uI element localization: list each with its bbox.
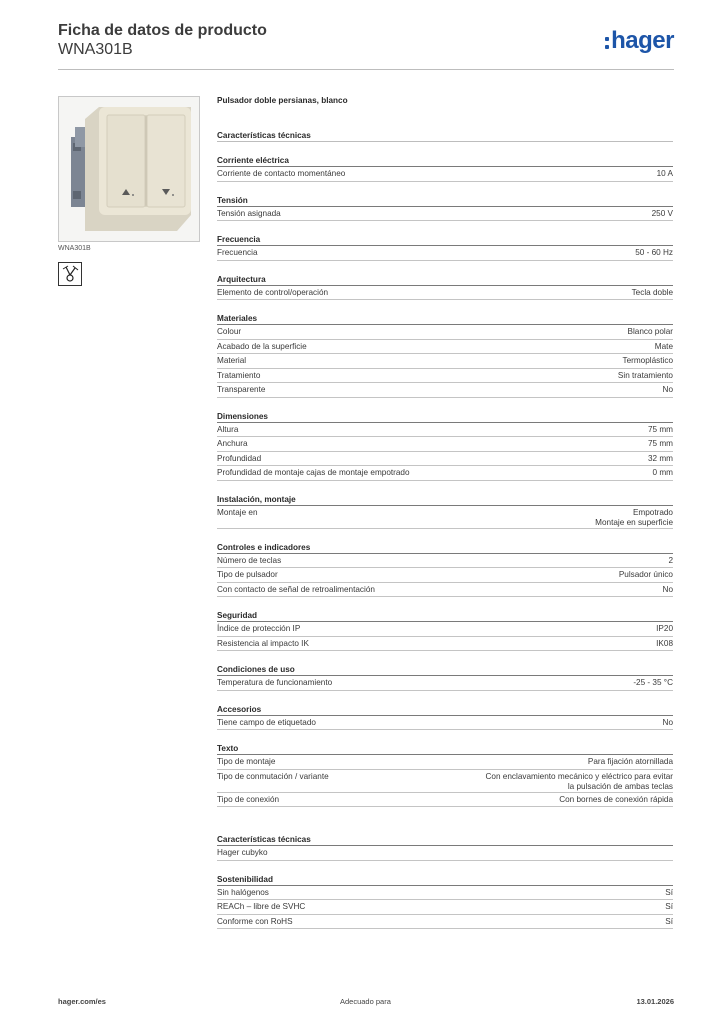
- spec-row: [217, 770, 673, 793]
- spec-label: Resistencia al impacto IK: [217, 638, 309, 648]
- spec-value-line: 250 V: [651, 208, 673, 218]
- logo-text: hager: [611, 27, 674, 54]
- spec-value: [653, 468, 673, 478]
- spec-label: Tiene campo de etiquetado: [217, 717, 316, 727]
- spec-section: [217, 221, 673, 261]
- spec-value-line: 2: [668, 555, 673, 565]
- spec-value-line: Empotrado: [632, 507, 673, 517]
- document-header: [58, 22, 674, 70]
- spec-value-line: Sí: [665, 902, 673, 911]
- footer-date: 13.01.2026: [636, 997, 674, 1006]
- spec-row: [217, 506, 673, 529]
- spec-section: [217, 651, 673, 691]
- image-column: [58, 96, 200, 286]
- spec-label: Profundidad de montaje cajas de montaje empotrado: [217, 468, 410, 477]
- spec-row: [217, 554, 673, 569]
- spec-value-line: Para fijación atornillada: [587, 757, 673, 766]
- section-title: Condiciones de uso: [217, 663, 673, 676]
- spec-row: [217, 846, 673, 861]
- spec-section: [217, 398, 673, 481]
- spec-section: [217, 730, 673, 807]
- spec-label: Colour: [217, 327, 242, 336]
- spec-row: [217, 423, 673, 438]
- spec-value: [588, 757, 673, 767]
- spec-value: [632, 288, 673, 298]
- spec-value-line: 32 mm: [647, 453, 673, 463]
- section-title: Sostenibilidad: [217, 873, 673, 886]
- spec-label: Sin halógenos: [217, 887, 269, 897]
- spec-value-line: Sin tratamiento: [617, 370, 673, 380]
- spec-value-line: Blanco polar: [627, 327, 673, 336]
- spec-value: [663, 385, 673, 395]
- spec-label: Índice de protección IP: [217, 624, 301, 633]
- spec-label: Tipo de pulsador: [217, 570, 278, 579]
- spec-row: [217, 167, 673, 182]
- spec-label: Corriente de contacto momentáneo: [217, 169, 346, 178]
- spec-value-line: 50 - 60 Hz: [635, 248, 673, 257]
- spec-label: Hager cubyko: [217, 848, 268, 857]
- main-heading: Características técnicas: [217, 129, 673, 142]
- spec-row: [217, 369, 673, 384]
- spec-value-line: la pulsación de ambas teclas: [567, 781, 673, 791]
- specification-content: [217, 95, 673, 929]
- spec-section: [217, 529, 673, 598]
- spec-row: [217, 622, 673, 637]
- spec-value: [648, 425, 673, 435]
- spec-value-line: Con bornes de conexión rápida: [559, 794, 673, 804]
- spec-row: [217, 340, 673, 355]
- spec-label: Con contacto de señal de retroalimentación: [217, 584, 375, 594]
- spec-value-line: IK08: [656, 638, 673, 648]
- spec-value: [652, 209, 673, 219]
- spec-value-line: Mate: [654, 341, 673, 351]
- spec-row: [217, 886, 673, 901]
- spec-label: Material: [217, 356, 247, 365]
- spec-label: Tratamiento: [217, 370, 261, 380]
- spec-value: [627, 327, 673, 337]
- spec-value: [663, 585, 673, 595]
- spec-row: [217, 915, 673, 930]
- spec-value-line: No: [662, 584, 673, 594]
- spec-label: Montaje en: [217, 507, 258, 517]
- spec-label: Tensión asignada: [217, 208, 281, 218]
- logo-dots-icon: [605, 37, 609, 49]
- spec-value-line: 75 mm: [647, 439, 673, 448]
- spec-label: Tipo de conmutación / variante: [217, 771, 329, 781]
- spec-label: Altura: [217, 424, 239, 434]
- spec-value: [656, 624, 673, 634]
- spec-value: [633, 678, 673, 688]
- section-title: Accesorios: [217, 703, 673, 716]
- spec-value-line: 0 mm: [652, 468, 673, 477]
- spec-label: Tipo de montaje: [217, 757, 276, 766]
- spec-value-line: 75 mm: [647, 424, 673, 434]
- section-title: Texto: [217, 742, 673, 755]
- spec-label: Tipo de conexión: [217, 794, 280, 804]
- spec-value: [595, 508, 673, 528]
- spec-row: [217, 637, 673, 652]
- spec-label: Conforme con RoHS: [217, 916, 293, 926]
- spec-section: [217, 300, 673, 398]
- spec-value-line: IP20: [656, 624, 673, 633]
- footer-center-text: Adecuado para: [340, 997, 391, 1006]
- section-title: Materiales: [217, 312, 673, 325]
- spec-section: [217, 481, 673, 529]
- spec-row: [217, 568, 673, 583]
- product-name: Pulsador doble persianas, blanco: [217, 96, 348, 105]
- spec-value: [619, 570, 673, 580]
- spec-row: [217, 900, 673, 915]
- spec-value: [668, 556, 673, 566]
- product-symbol-icon: [58, 262, 82, 286]
- spec-label: Frecuencia: [217, 248, 258, 257]
- spec-value: [648, 454, 673, 464]
- spec-section: [217, 597, 673, 651]
- document-subtitle: WNA301B: [58, 41, 133, 58]
- section-title: Características técnicas: [217, 833, 673, 846]
- spec-section: [217, 182, 673, 222]
- spec-value: [486, 772, 674, 792]
- spec-section: [217, 261, 673, 301]
- document-title: Ficha de datos de producto: [58, 22, 267, 39]
- spec-value-line: Con enclavamiento mecánico y eléctrico para evitar: [485, 771, 673, 781]
- spec-label: Transparente: [217, 385, 266, 394]
- spec-value-line: Montaje en superficie: [595, 517, 673, 527]
- section-title: Controles e indicadores: [217, 541, 673, 554]
- spec-row: [217, 246, 673, 261]
- footer-website-link[interactable]: hager.com/es: [58, 997, 106, 1006]
- spec-row: [217, 793, 673, 808]
- extra-spec-sections: [217, 807, 673, 929]
- spec-value-line: No: [662, 385, 673, 394]
- spec-row: [217, 716, 673, 731]
- spec-label: Profundidad: [217, 453, 262, 463]
- section-title: Dimensiones: [217, 410, 673, 423]
- spec-value-line: 10 A: [656, 169, 673, 178]
- spec-label: REACh – libre de SVHC: [217, 902, 306, 911]
- spec-value: [665, 888, 673, 898]
- section-title: Corriente eléctrica: [217, 154, 673, 167]
- spec-value: [635, 248, 673, 258]
- section-title: Frecuencia: [217, 233, 673, 246]
- spec-value-line: Tecla doble: [631, 287, 673, 297]
- spec-label: Temperatura de funcionamiento: [217, 678, 333, 687]
- spec-label: Número de teclas: [217, 555, 282, 565]
- spec-label: Acabado de la superficie: [217, 341, 307, 351]
- spec-section: [217, 861, 673, 930]
- spec-value-line: Termoplástico: [622, 356, 673, 365]
- spec-value-line: Pulsador único: [618, 570, 673, 579]
- document-footer: [58, 997, 674, 1011]
- section-title: Arquitectura: [217, 273, 673, 286]
- spec-value-line: -25 - 35 °C: [633, 678, 673, 687]
- spec-label: Anchura: [217, 439, 248, 448]
- spec-row: [217, 207, 673, 222]
- spec-row: [217, 755, 673, 770]
- spec-value: [618, 371, 673, 381]
- spec-value-line: Sí: [665, 916, 673, 926]
- spec-value: [665, 902, 673, 912]
- spec-section: [217, 691, 673, 731]
- spec-row: [217, 676, 673, 691]
- spec-value-line: No: [662, 717, 673, 727]
- spec-section: [217, 807, 673, 861]
- spec-value: [656, 639, 673, 649]
- spec-value: [657, 169, 673, 179]
- spec-row: [217, 325, 673, 340]
- image-caption: WNA301B: [58, 245, 91, 252]
- spec-value: [655, 342, 673, 352]
- spec-row: [217, 466, 673, 481]
- spec-value: [665, 917, 673, 927]
- spec-value: [559, 795, 673, 805]
- spec-value: [663, 718, 673, 728]
- spec-section: [217, 142, 673, 182]
- spec-sections: [217, 142, 673, 807]
- spec-value: [648, 439, 673, 449]
- spec-row: [217, 354, 673, 369]
- spec-value-line: Sí: [665, 887, 673, 897]
- spec-label: Elemento de control/operación: [217, 287, 329, 297]
- section-title: Seguridad: [217, 609, 673, 622]
- section-title: Instalación, montaje: [217, 493, 673, 506]
- spec-row: [217, 286, 673, 301]
- product-image: [58, 96, 200, 242]
- spec-row: [217, 437, 673, 452]
- hager-logo: [605, 28, 674, 54]
- switch-illustration: [59, 97, 200, 242]
- spec-row: [217, 383, 673, 398]
- section-title: Tensión: [217, 194, 673, 207]
- spec-row: [217, 452, 673, 467]
- spec-value: [622, 356, 673, 366]
- spec-row: [217, 583, 673, 598]
